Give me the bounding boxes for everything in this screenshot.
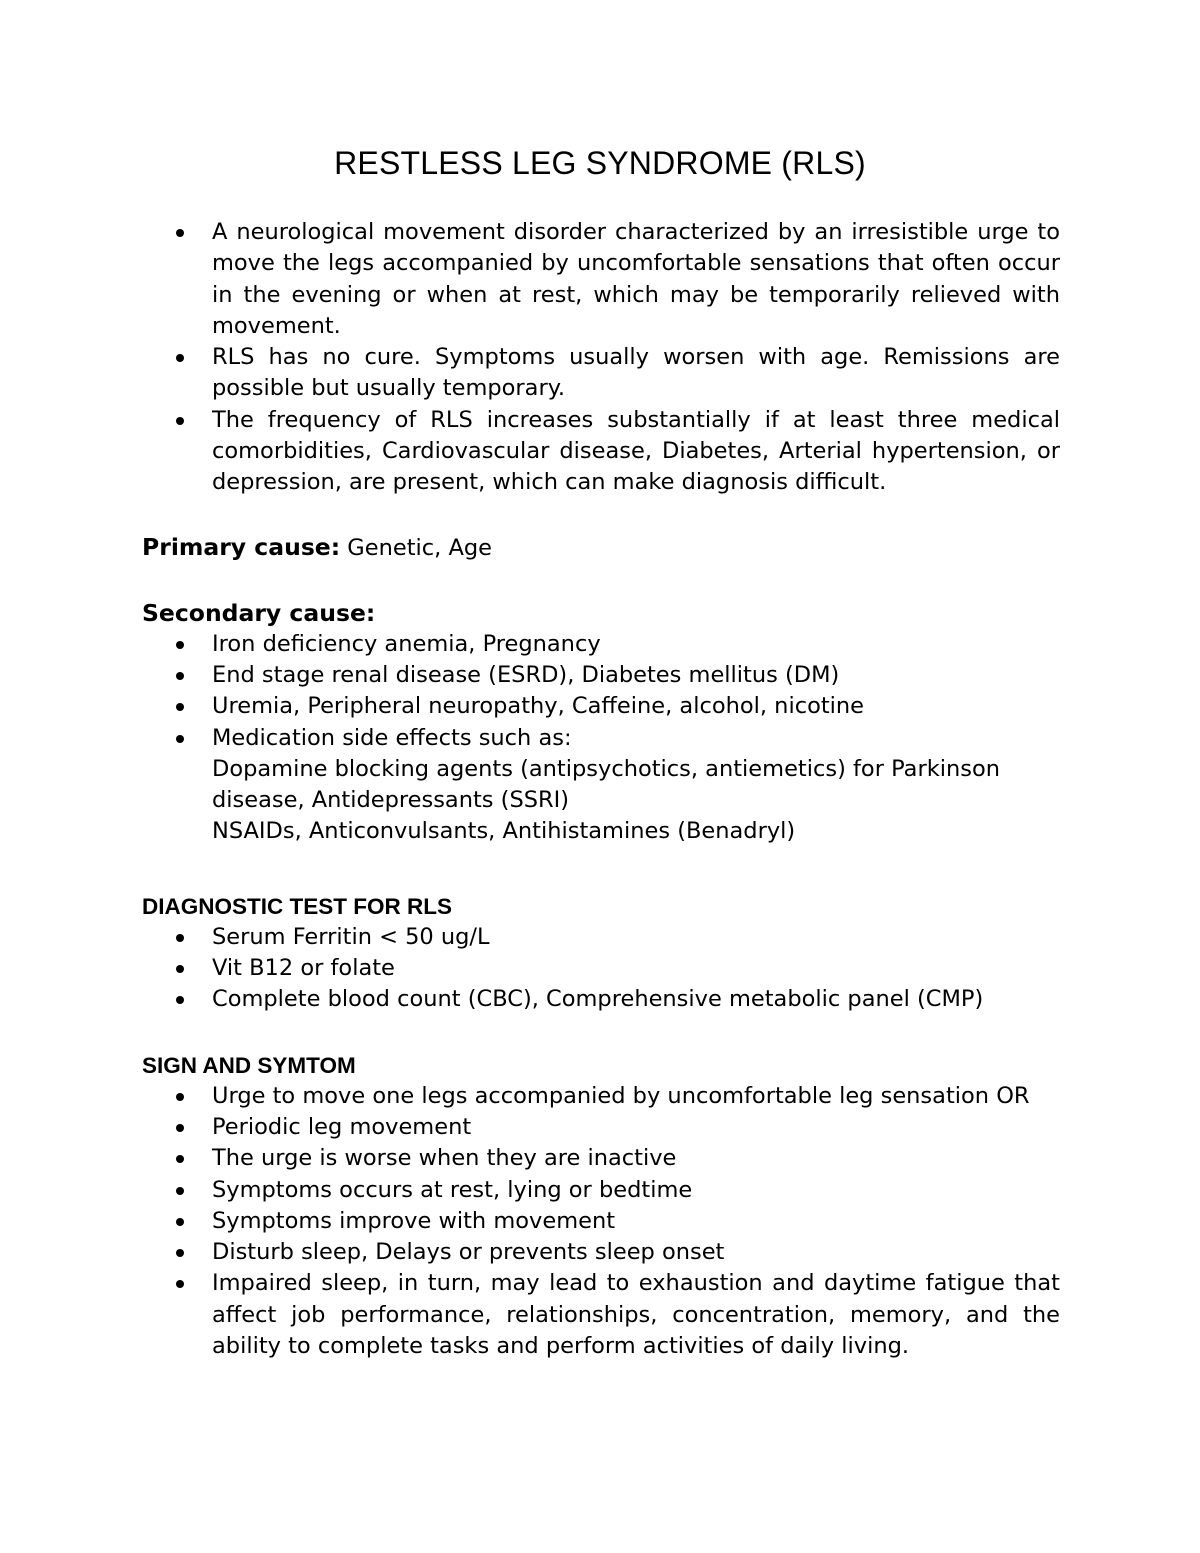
medication-lead: Medication side effects such as: bbox=[212, 724, 572, 751]
medication-line: NSAIDs, Anticonvulsants, Antihistamines (Benadryl) bbox=[212, 818, 796, 845]
document-title: RESTLESS LEG SYNDROME (RLS) bbox=[334, 145, 866, 181]
list-item: The frequency of RLS increases substantially if at least three medical comorbidities, Cardiovascular disease, Diabetes, Arterial hypertension, or depression, are present, which can make diagnosis difficult. bbox=[142, 405, 1060, 499]
diagnostic-list bbox=[142, 922, 1060, 1016]
list-item: RLS has no cure. Symptoms usually worsen with age. Remissions are possible but usually temporary. bbox=[142, 342, 1060, 405]
primary-cause-value: Genetic, Age bbox=[340, 534, 492, 561]
list-item: Vit B12 or folate bbox=[142, 953, 1060, 984]
signs-list bbox=[142, 1081, 1060, 1363]
list-item: A neurological movement disorder characterized by an irresistible urge to move the legs accompanied by uncomfortable sensations that often occur in the evening or when at rest, which may be temporarily relieved with movement. bbox=[142, 217, 1060, 342]
signs-heading: SIGN AND SYMTOM bbox=[142, 1052, 356, 1078]
list-item: Symptoms occurs at rest, lying or bedtime bbox=[142, 1175, 1060, 1206]
primary-cause bbox=[142, 532, 1060, 564]
list-item: Impaired sleep, in turn, may lead to exhaustion and daytime fatigue that affect job performance, relationships, concentration, memory, and the ability to complete tasks and perform activities of daily living. bbox=[142, 1268, 1060, 1362]
list-item: Complete blood count (CBC), Comprehensive metabolic panel (CMP) bbox=[142, 984, 1060, 1015]
list-item: Iron deficiency anemia, Pregnancy bbox=[142, 629, 1060, 660]
list-item: Urge to move one legs accompanied by uncomfortable leg sensation OR bbox=[142, 1081, 1060, 1112]
secondary-cause-list bbox=[142, 629, 1060, 848]
medication-line: Dopamine blocking agents (antipsychotics, antiemetics) for Parkinson disease, Antidepressants (SSRI) bbox=[212, 755, 1000, 814]
document-body bbox=[142, 217, 1060, 1362]
list-item: Serum Ferritin < 50 ug/L bbox=[142, 922, 1060, 953]
diagnostic-heading: DIAGNOSTIC TEST FOR RLS bbox=[142, 893, 453, 919]
primary-cause-label: Primary cause: bbox=[142, 532, 341, 561]
secondary-cause-heading: Secondary cause: bbox=[142, 598, 376, 627]
list-item: The urge is worse when they are inactive bbox=[142, 1143, 1060, 1174]
intro-list bbox=[142, 217, 1060, 499]
list-item: Disturb sleep, Delays or prevents sleep onset bbox=[142, 1237, 1060, 1268]
list-item: Uremia, Peripheral neuropathy, Caffeine, alcohol, nicotine bbox=[142, 691, 1060, 722]
list-item-medication bbox=[142, 723, 1060, 848]
list-item: End stage renal disease (ESRD), Diabetes mellitus (DM) bbox=[142, 660, 1060, 691]
list-item: Symptoms improve with movement bbox=[142, 1206, 1060, 1237]
list-item: Periodic leg movement bbox=[142, 1112, 1060, 1143]
